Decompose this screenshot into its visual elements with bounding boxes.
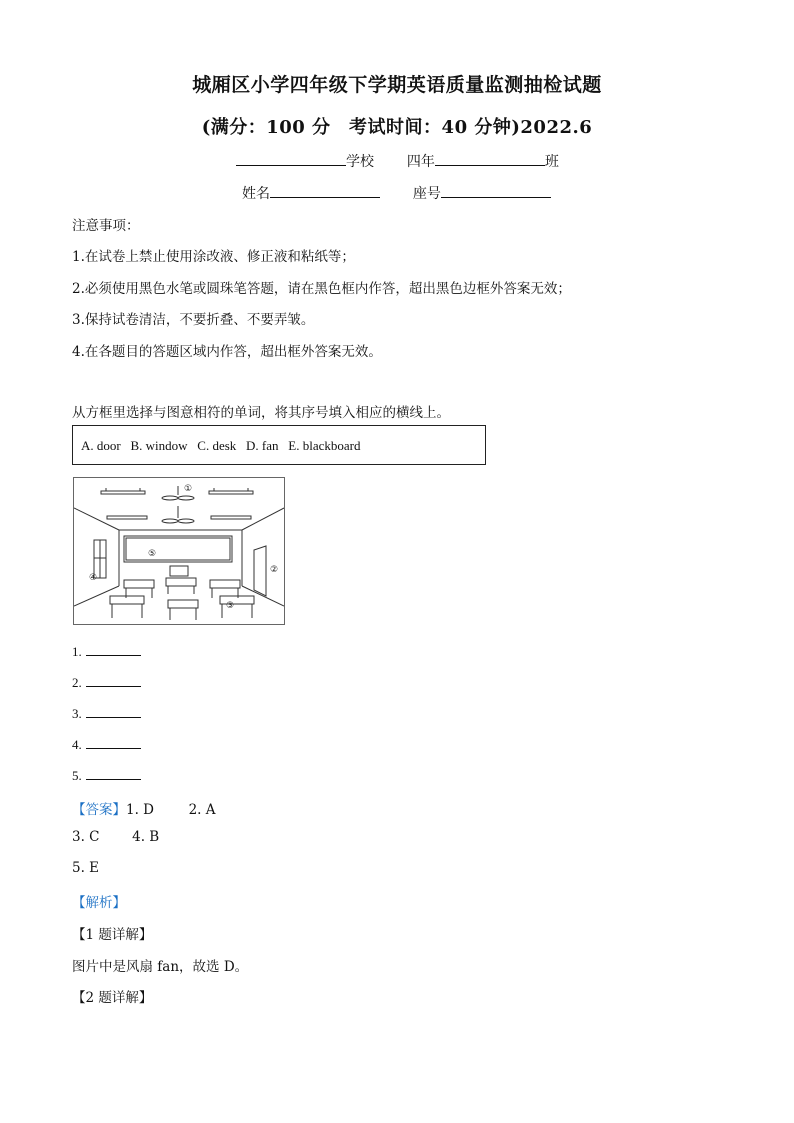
answer-blank-row — [72, 674, 141, 691]
answer-blank-row — [72, 736, 141, 753]
detail2-heading: 【2 题详解】 — [72, 990, 153, 1006]
marker-1: ① — [184, 484, 193, 494]
page-title: 城厢区小学四年级下学期英语质量监测抽检试题 — [192, 74, 602, 96]
grade-label: 四年 — [406, 154, 435, 170]
detail1-heading: 【1 题详解】 — [72, 927, 153, 943]
blank-number: 2. — [72, 675, 82, 690]
name-label: 姓名 — [242, 186, 270, 202]
answer-line — [72, 798, 216, 818]
answer-blank-row — [72, 705, 141, 722]
marker-2: ② — [270, 565, 279, 575]
school-blank[interactable] — [236, 152, 346, 166]
answer-tag: 【答案】 — [72, 802, 126, 818]
page-subtitle: (满分：100 分 考试时间：40 分钟)2022.6 — [201, 117, 593, 138]
analysis-tag: 【解析】 — [72, 895, 126, 911]
answer-blank[interactable] — [86, 643, 141, 656]
notice-item: 3.保持试卷清洁，不要折叠、不要弄皱。 — [72, 312, 315, 328]
answer-blank[interactable] — [86, 705, 141, 718]
answer-line — [72, 829, 159, 845]
answer-5: 5. E — [72, 860, 100, 876]
school-grade-class-row — [236, 151, 559, 171]
notice-item: 4.在各题目的答题区域内作答，超出框外答案无效。 — [72, 344, 382, 360]
seat-label: 座号 — [412, 186, 441, 202]
answer-4: 4. B — [132, 829, 160, 845]
name-blank[interactable] — [270, 184, 380, 198]
marker-4: ④ — [89, 573, 98, 583]
blank-number: 3. — [72, 706, 82, 721]
seat-blank[interactable] — [441, 184, 551, 198]
answer-2: 2. A — [188, 802, 216, 818]
options-box — [72, 425, 486, 465]
classroom-illustration — [73, 477, 285, 625]
detail1-text: 图片中是风扇 fan，故选 D。 — [72, 959, 249, 975]
classroom-drawing — [74, 478, 284, 624]
answer-blank[interactable] — [86, 736, 141, 749]
answer-blank-row — [72, 643, 141, 660]
answer-blank[interactable] — [86, 674, 141, 687]
notice-item: 1.在试卷上禁止使用涂改液、修正液和粘纸等； — [72, 249, 355, 265]
blank-number: 1. — [72, 644, 82, 659]
blank-number: 5. — [72, 768, 82, 783]
options-text: A. door B. window C. desk D. fan E. blackboard — [81, 438, 361, 453]
grade-blank[interactable] — [435, 152, 545, 166]
school-label: 学校 — [346, 154, 374, 170]
answer-blank[interactable] — [86, 767, 141, 780]
question-instruction: 从方框里选择与图意相符的单词，将其序号填入相应的横线上。 — [72, 405, 450, 421]
answer-3: 3. C — [72, 829, 100, 845]
marker-5: ⑤ — [148, 549, 157, 559]
notice-item: 2.必须使用黑色水笔或圆珠笔答题，请在黑色框内作答，超出黑色边框外答案无效； — [72, 281, 571, 297]
blank-number: 4. — [72, 737, 82, 752]
answer-blank-row — [72, 767, 141, 784]
answer-1: 1. D — [126, 802, 154, 818]
name-seat-row — [242, 183, 551, 203]
notice-heading: 注意事项： — [72, 218, 140, 234]
class-label: 班 — [544, 154, 559, 170]
marker-3: ③ — [226, 601, 235, 611]
